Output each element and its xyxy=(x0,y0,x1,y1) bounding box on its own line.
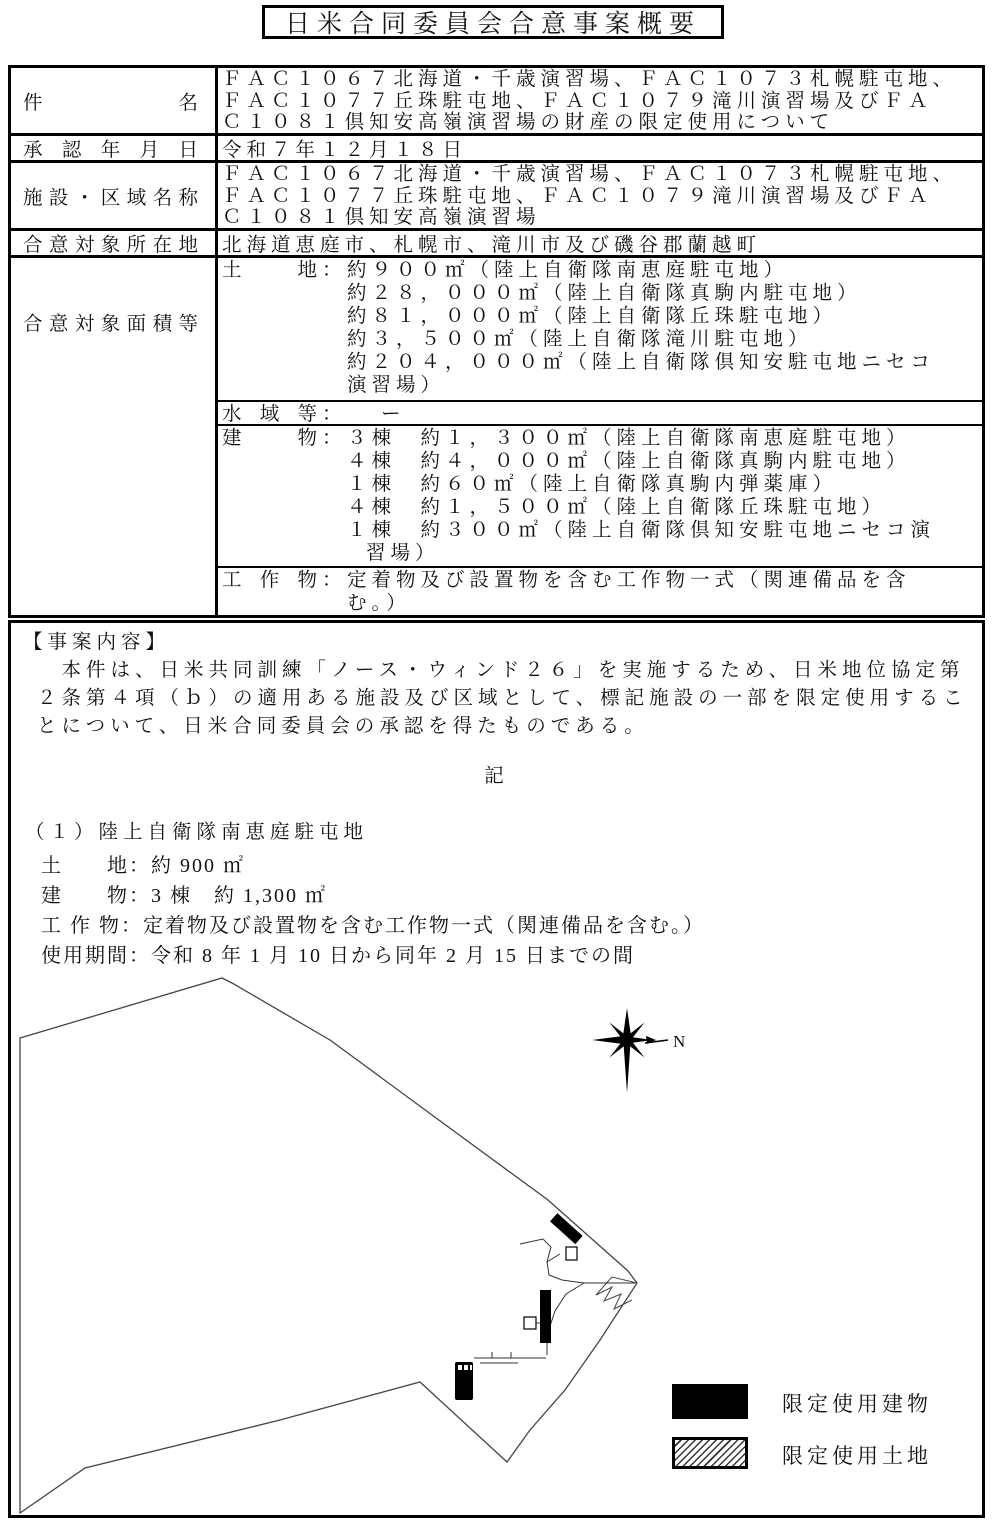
row-header-location-label: 合意対象所在地 xyxy=(23,235,203,256)
row-header-approval-date-label: 承認年月日 xyxy=(23,140,203,161)
buildings-line: ４棟 約４，０００㎡（陸上自衛隊真駒内駐屯地） xyxy=(347,451,911,472)
buildings-label: 建物 xyxy=(222,428,322,449)
case-content-header: 【事案内容】 xyxy=(23,632,171,653)
compass-north-label: N xyxy=(673,1032,686,1051)
legend-label-building: 限定使用建物 xyxy=(782,1392,932,1416)
row-value-subject xyxy=(218,68,982,133)
legend-swatch-land xyxy=(672,1437,748,1469)
item-1-field-structures: 工 作 物：定着物及び設置物を含む工作物一式（関連備品を含む。） xyxy=(41,915,705,937)
water-label: 水域等 xyxy=(222,404,322,425)
legend-label-land: 限定使用土地 xyxy=(782,1444,932,1468)
ki-heading: 記 xyxy=(484,766,509,787)
case-paragraph-line: ２条第４項（ｂ）の適用ある施設及び区域として、標記施設の一部を限定使用するこ xyxy=(37,688,968,709)
row-value-location: 北海道恵庭市、札幌市、滝川市及び磯谷郡蘭越町 xyxy=(222,235,762,256)
structures-line: 定着物及び設置物を含む工作物一式（関連備品を含 xyxy=(347,570,911,591)
land-line: 演習場） xyxy=(347,375,446,396)
row-header-subject xyxy=(11,68,218,133)
summary-table xyxy=(8,65,985,618)
structures-line: む。） xyxy=(347,593,411,614)
land-line: 約９００㎡（陸上自衛隊南恵庭駐屯地） xyxy=(347,260,789,281)
structures-label: 工作物 xyxy=(222,570,322,591)
item-1-field-buildings: 建 物：3 棟 約 1,300 ㎡ xyxy=(41,885,327,907)
structures-colon: ： xyxy=(322,570,347,591)
buildings-line: １棟 約６０㎡（陸上自衛隊真駒内弾薬庫） xyxy=(347,474,838,495)
row-header-area-label: 合意対象面積等 xyxy=(23,314,203,335)
area-subrow-structures xyxy=(218,568,982,617)
water-value xyxy=(347,403,978,423)
row-value-facility-name xyxy=(218,163,982,228)
case-paragraph-line: 本件は、日米共同訓練「ノース・ウィンド２６」を実施するため、日米地位協定第 xyxy=(37,660,965,681)
item-1-field-land: 土 地：約 900 ㎡ xyxy=(41,855,245,877)
row-header-area xyxy=(11,258,218,618)
land-line: 約２０４，０００㎡（陸上自衛隊倶知安駐屯地ニセコ xyxy=(347,352,936,373)
buildings-line: ３棟 約１，３００㎡（陸上自衛隊南恵庭駐屯地） xyxy=(347,428,911,449)
area-subtable xyxy=(218,258,982,618)
buildings-line: ４棟 約１，５００㎡（陸上自衛隊丘珠駐屯地） xyxy=(347,497,887,518)
water-colon: ： xyxy=(322,404,347,425)
land-line: 約８１，０００㎡（陸上自衛隊丘珠駐屯地） xyxy=(347,306,838,327)
land-label: 土地 xyxy=(222,260,322,281)
area-subrow-water xyxy=(218,402,982,426)
table-row-approval-date xyxy=(11,136,982,163)
subject-line: Ｃ１０８１倶知安高嶺演習場の財産の限定使用について xyxy=(222,112,835,133)
case-content-box xyxy=(8,620,985,1518)
table-row-area xyxy=(11,258,982,618)
page-title xyxy=(262,5,724,39)
area-subrow-land xyxy=(218,258,982,402)
structures-values xyxy=(347,569,978,616)
row-header-subject-label: 件名 xyxy=(23,92,203,114)
buildings-colon: ： xyxy=(322,428,347,449)
land-line: 約３，５００㎡（陸上自衛隊滝川駐屯地） xyxy=(347,329,813,350)
facility-line: Ｃ１０８１倶知安高嶺演習場 xyxy=(222,207,541,228)
table-row-location xyxy=(11,231,982,258)
land-colon: ： xyxy=(322,260,347,281)
buildings-line: 習場） xyxy=(366,543,440,564)
land-values xyxy=(347,259,978,399)
table-row-facility-name xyxy=(11,163,982,231)
row-header-approval-date xyxy=(11,136,218,160)
legend-swatch-building xyxy=(672,1384,748,1419)
row-header-facility-name xyxy=(11,163,218,228)
facility-line: ＦＡＣ１０７７丘珠駐屯地、ＦＡＣ１０７９滝川演習場及びＦＡ xyxy=(222,185,933,207)
row-header-facility-name-label: 施設・区域名称 xyxy=(23,187,203,209)
buildings-line: １棟 約３００㎡（陸上自衛隊倶知安駐屯地ニセコ演 xyxy=(347,520,936,541)
case-paragraph-line: とについて、日米合同委員会の承認を得たものである。 xyxy=(37,716,649,737)
page-title-text: 日米合同委員会合意事案概要 xyxy=(284,11,701,38)
buildings-values xyxy=(347,427,978,565)
row-header-location xyxy=(11,231,218,255)
row-value-approval-date: 令和７年１２月１８日 xyxy=(222,140,468,161)
table-row-subject xyxy=(11,68,982,136)
item-1-field-period: 使用期間：令和 8 年 1 月 10 日から同年 2 月 15 日までの間 xyxy=(41,945,635,967)
subject-line: ＦＡＣ１０７７丘珠駐屯地、ＦＡＣ１０７９滝川演習場及びＦＡ xyxy=(222,90,933,112)
item-1-title: （１）陸上自衛隊南恵庭駐屯地 xyxy=(25,822,369,843)
land-line: 約２８，０００㎡（陸上自衛隊真駒内駐屯地） xyxy=(347,283,862,304)
area-subrow-buildings xyxy=(218,426,982,568)
facility-line: ＦＡＣ１０６７北海道・千歳演習場、ＦＡＣ１０７３札幌駐屯地、 xyxy=(222,164,958,185)
subject-line: ＦＡＣ１０６７北海道・千歳演習場、ＦＡＣ１０７３札幌駐屯地、 xyxy=(222,69,958,90)
water-line: ー xyxy=(381,404,406,425)
